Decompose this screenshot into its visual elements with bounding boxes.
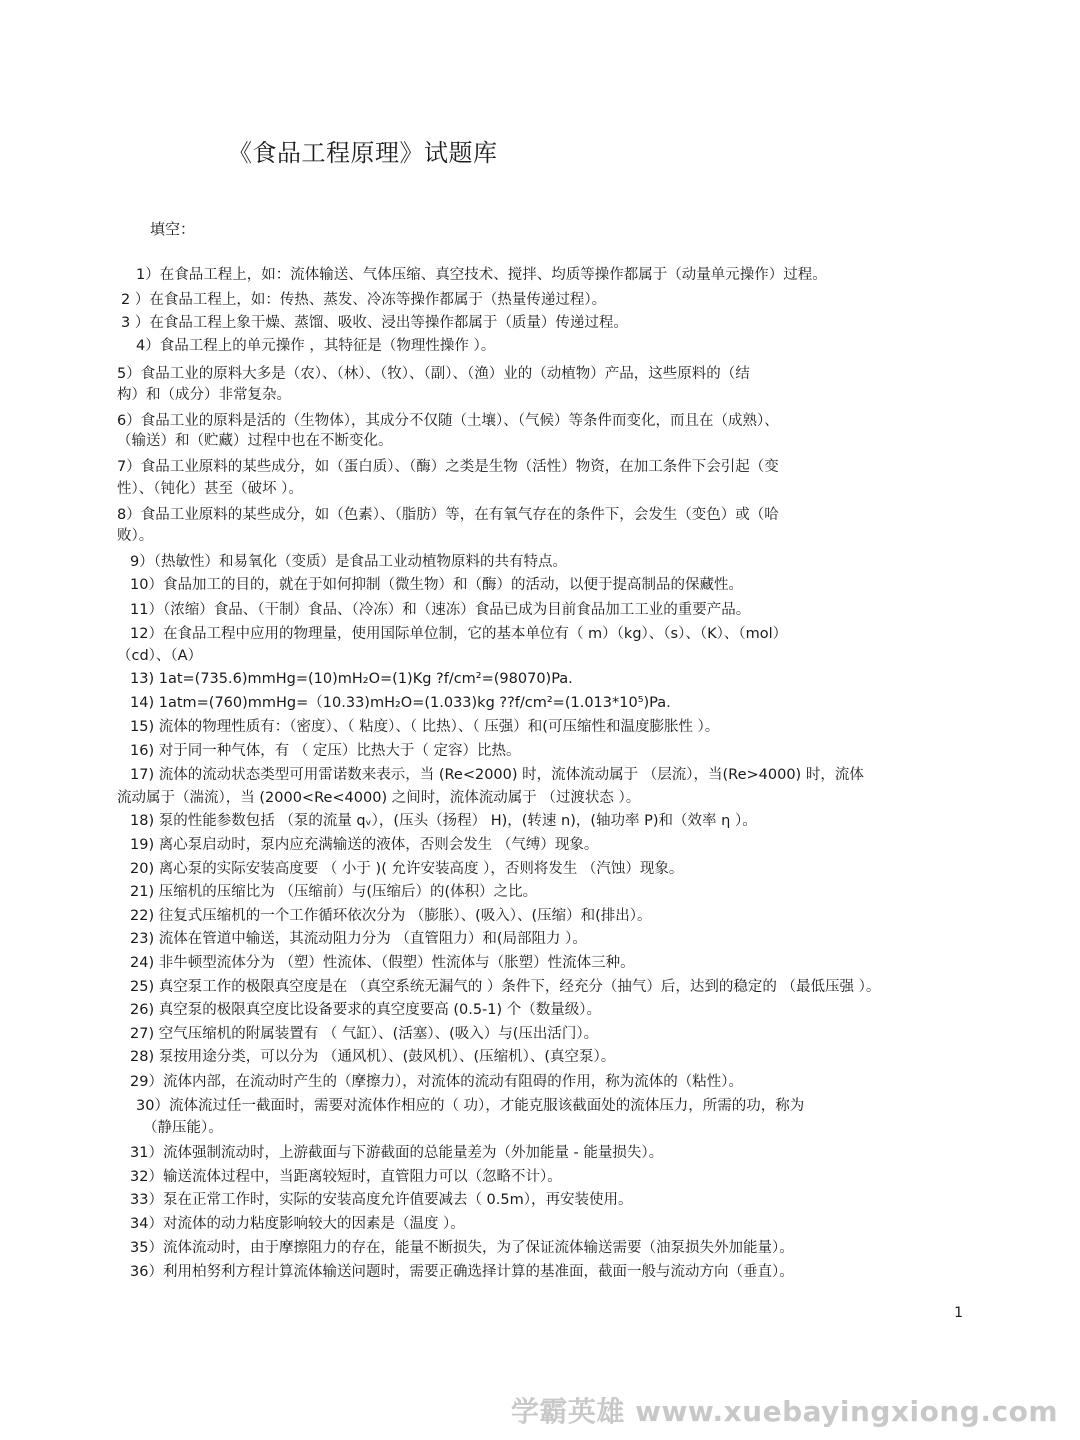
question-line: 16) 对于同一种气体，有 （ 定压）比热大于（ 定容）比热。 bbox=[130, 743, 521, 759]
question-line: 17) 流体的流动状态类型可用雷诺数来表示，当 (Re<2000) 时，流体流动属于 （层流），当(Re>4000) 时，流体 bbox=[130, 767, 864, 783]
question-line: 28) 泵按用途分类，可以分为 （通风机）、(鼓风机）、(压缩机）、(真空泵）。 bbox=[130, 1049, 616, 1065]
question-line: 31）流体强制流动时，上游截面与下游截面的总能量差为（外加能量 - 能量损失）。 bbox=[130, 1145, 664, 1161]
question-line: 12）在食品工程中应用的物理量，使用国际单位制，它的基本单位有（ m）（kg）、（s）、（K）、（mol） bbox=[130, 626, 788, 642]
question-line: 20) 离心泵的实际安装高度要 （ 小于 )( 允许安装高度 ），否则将发生 （汽蚀）现象。 bbox=[130, 861, 684, 877]
question-line: 5）食品工业的原料大多是（农）、（林）、（牧）、（副）、（渔）业的（动植物）产品，这些原料的（结 bbox=[117, 366, 750, 382]
question-line: 24) 非牛顿型流体分为 （塑）性流体、（假塑）性流体与（胀塑）性流体三种。 bbox=[130, 955, 635, 971]
question-line: 9）（热敏性）和易氧化（变质）是食品工业动植物原料的共有特点。 bbox=[130, 554, 567, 570]
question-line: 32）输送流体过程中，当距离较短时，直管阻力可以（忽略不计）。 bbox=[130, 1169, 562, 1185]
question-line: 8）食品工业原料的某些成分，如（色素）、（脂肪）等，在有氧气存在的条件下，会发生（变色）或（哈 bbox=[117, 507, 779, 523]
watermark: 学霸英雄 www.xuebayingxiong.com bbox=[510, 1395, 1058, 1428]
question-line: 26) 真空泵的极限真空度比设备要求的真空度要高 (0.5-1) 个（数量级）。 bbox=[130, 1002, 602, 1018]
question-line: 4）食品工程上的单元操作 ，其特征是（物理性操作 ）。 bbox=[136, 338, 496, 354]
question-line: 27) 空气压缩机的附属装置有 （ 气缸）、(活塞）、(吸入）与(压出活门）。 bbox=[130, 1026, 599, 1042]
question-line: （cd）、（A） bbox=[117, 648, 203, 664]
question-line: 34）对流体的动力粘度影响较大的因素是（温度 ）。 bbox=[130, 1216, 465, 1232]
question-line: 3 ）在食品工程上象干燥、蒸馏、吸收、浸出等操作都属于（质量）传递过程。 bbox=[121, 315, 628, 331]
section-heading: 填空： bbox=[150, 220, 196, 238]
question-line: 2 ）在食品工程上，如：传热、蒸发、冷冻等操作都属于（热量传递过程）。 bbox=[121, 292, 607, 308]
question-line: 15) 流体的物理性质有：（密度）、（ 粘度）、（ 比热）、（ 压强）和(可压缩性和温度膨胀性 ）。 bbox=[130, 719, 720, 735]
question-line: 25) 真空泵工作的极限真空度是在 （真空系统无漏气的 ）条件下，经充分（抽气）后，达到的稳定的 （最低压强 ）。 bbox=[130, 979, 881, 995]
question-line: 19) 离心泵启动时，泵内应充满输送的液体，否则会发生 （气缚）现象。 bbox=[130, 837, 599, 853]
question-line: 流动属于（湍流），当 (2000<Re<4000) 之间时，流体流动属于 （过渡状态 ）。 bbox=[117, 790, 641, 806]
question-line: 22) 往复式压缩机的一个工作循环依次分为 （膨胀）、(吸入）、(压缩）和(排出）。 bbox=[130, 908, 652, 924]
document-title: 《食品工程原理》试题库 bbox=[228, 139, 498, 167]
question-line: 14) 1atm=(760)mmHg=（10.33)mH₂O=(1.033)kg ??f/cm²=(1.013*10⁵)Pa. bbox=[130, 695, 671, 711]
question-line: 败）。 bbox=[117, 528, 154, 544]
question-line: 33）泵在正常工作时，实际的安装高度允许值要减去（ 0.5m），再安装使用。 bbox=[130, 1192, 633, 1208]
question-line: 11）（浓缩）食品、（干制）食品、（冷冻）和（速冻）食品已成为目前食品加工工业的重要产品。 bbox=[130, 602, 751, 618]
question-line: 7）食品工业原料的某些成分，如（蛋白质）、（酶）之类是生物（活性）物资，在加工条件下会引起（变 bbox=[117, 459, 779, 475]
question-line: 性）、（钝化）甚至（破坏 ）。 bbox=[117, 481, 303, 497]
question-line: 21) 压缩机的压缩比为 （压缩前）与(压缩后）的(体积）之比。 bbox=[130, 884, 538, 900]
question-line: 10）食品加工的目的，就在于如何抑制（微生物）和（酶）的活动，以便于提高制品的保藏性。 bbox=[130, 577, 743, 593]
question-line: （静压能）。 bbox=[143, 1120, 223, 1136]
question-line: 13) 1at=(735.6)mmHg=(10)mH₂O=(1)Kg ?f/cm²=(98070)Pa. bbox=[130, 671, 573, 687]
question-line: 23) 流体在管道中输送，其流动阻力分为 （直管阻力）和(局部阻力 ）。 bbox=[130, 931, 587, 947]
question-line: （输送）和（贮藏）过程中也在不断变化。 bbox=[117, 433, 393, 449]
page-number: 1 bbox=[954, 1305, 963, 1321]
question-line: 构）和（成分）非常复杂。 bbox=[117, 387, 291, 403]
question-line: 30）流体流过任一截面时，需要对流体作相应的（ 功），才能克服该截面处的流体压力，所需的功，称为 bbox=[136, 1098, 805, 1114]
question-line: 36）利用柏努利方程计算流体输送问题时，需要正确选择计算的基准面，截面一般与流动方向（垂直）。 bbox=[130, 1264, 794, 1280]
question-line: 35）流体流动时，由于摩擦阻力的存在，能量不断损失，为了保证流体输送需要（油泵损失外加能量）。 bbox=[130, 1240, 794, 1256]
question-line: 18) 泵的性能参数包括 （泵的流量 qᵥ），(压头（扬程） H)，(转速 n)，(轴功率 P)和（效率 η ）。 bbox=[130, 813, 757, 829]
question-line: 1）在食品工程上，如：流体输送、气体压缩、真空技术、搅拌、均质等操作都属于（动量单元操作）过程。 bbox=[136, 267, 827, 283]
question-line: 29）流体内部，在流动时产生的（摩擦力），对流体的流动有阻碍的作用，称为流体的（粘性）。 bbox=[130, 1074, 743, 1090]
question-line: 6）食品工业的原料是活的（生物体），其成分不仅随（土壤）、（气候）等条件而变化，而且在（成熟）、 bbox=[117, 413, 779, 429]
